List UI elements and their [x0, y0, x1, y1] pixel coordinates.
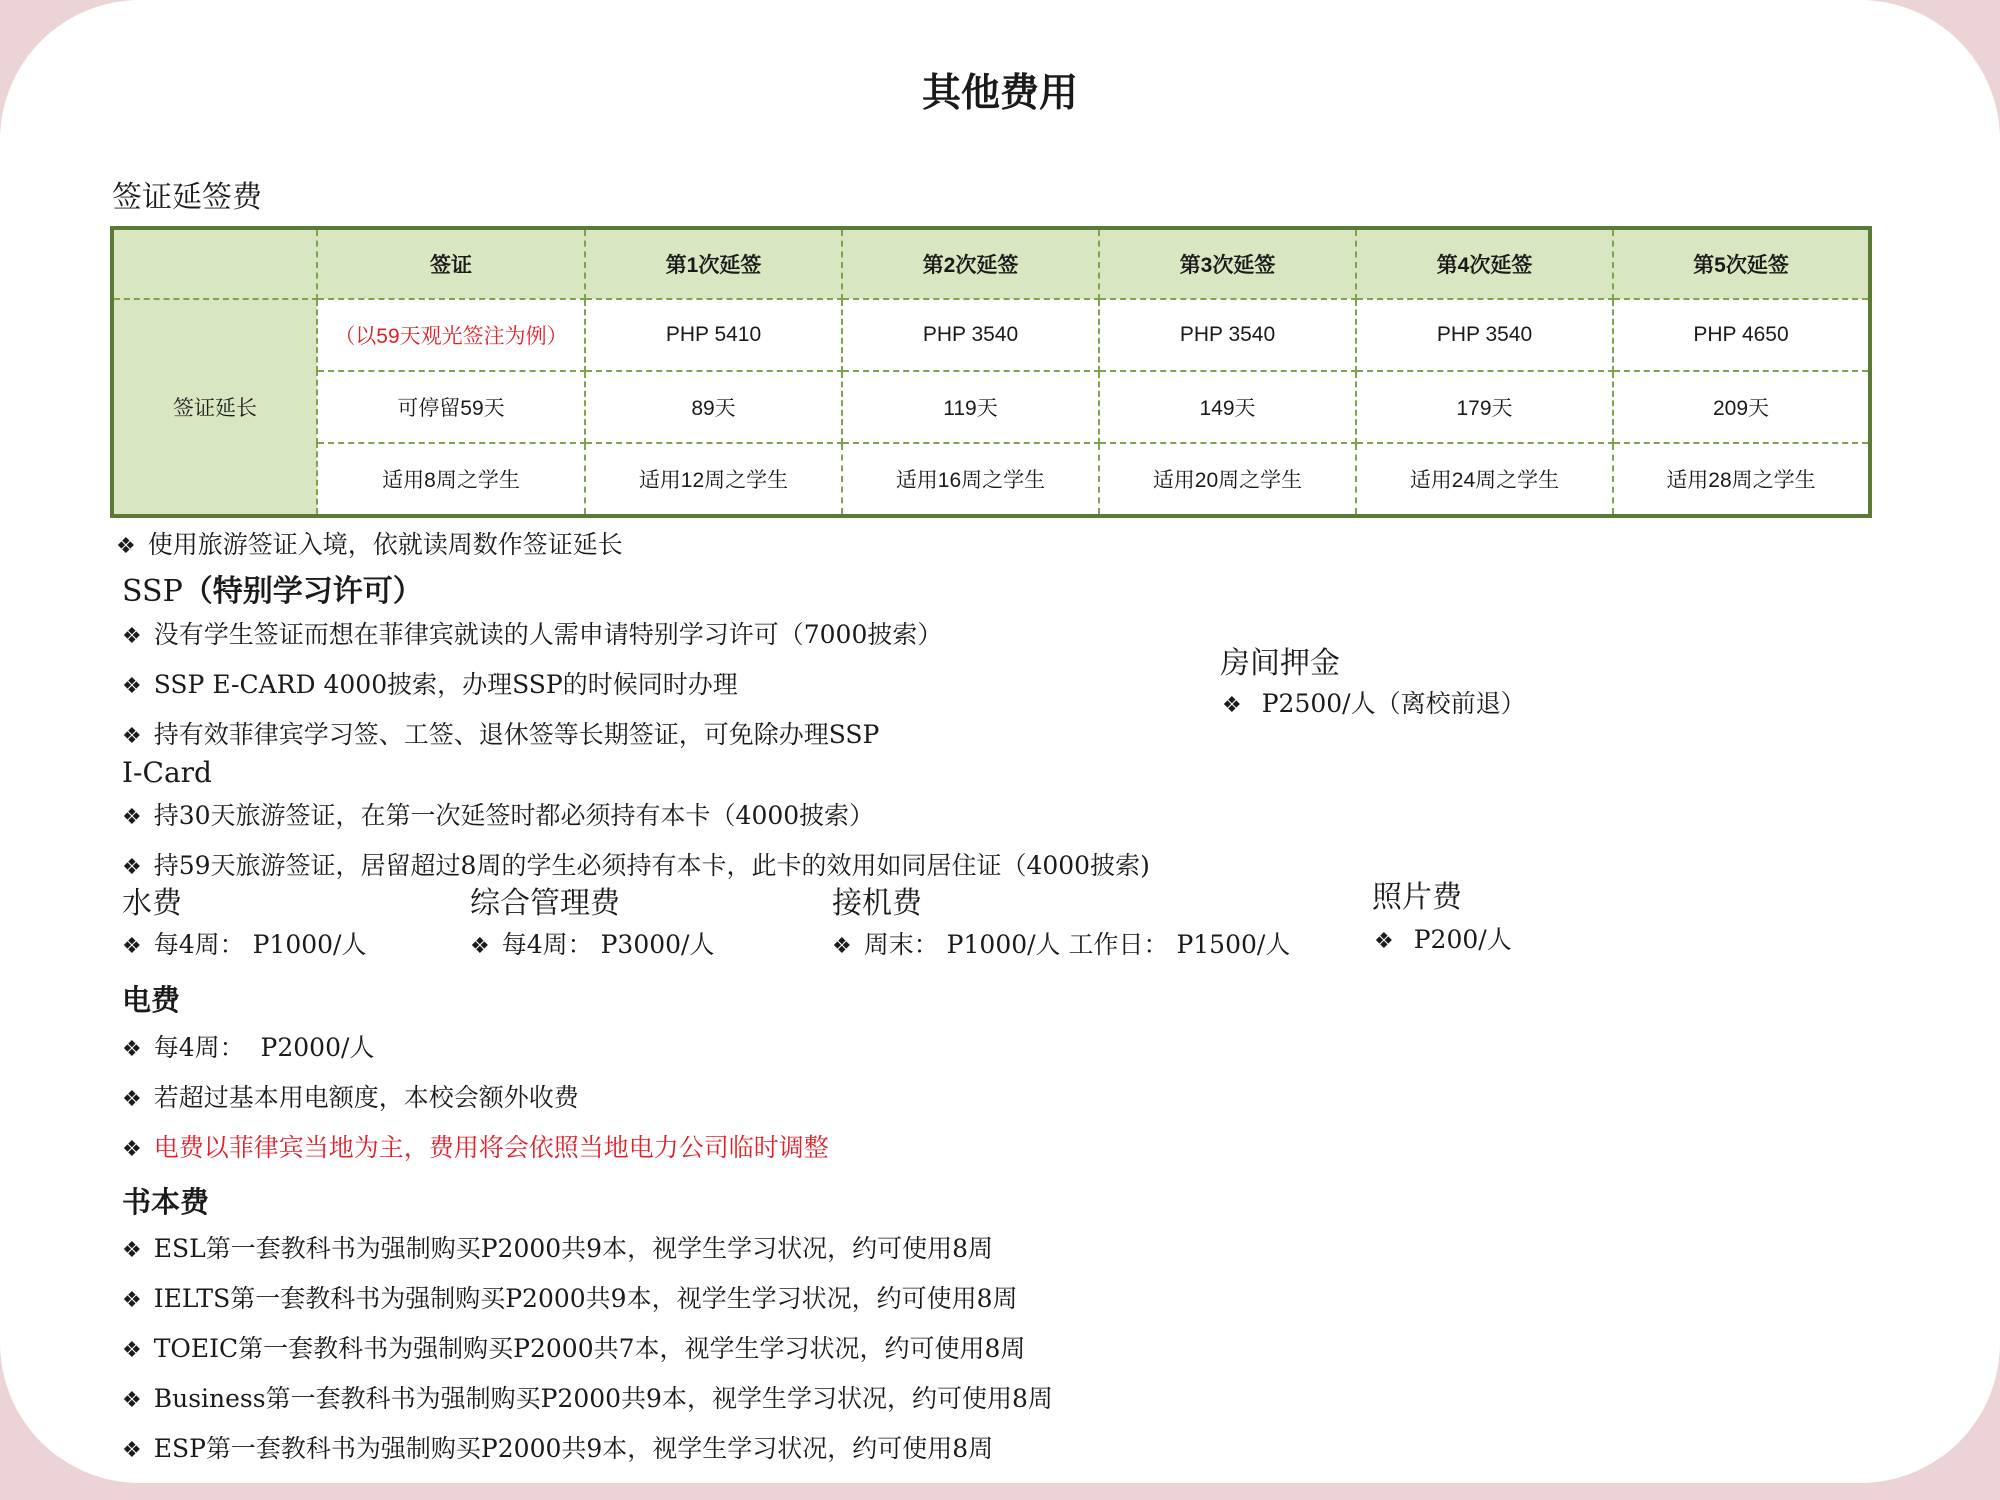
deposit-heading: 房间押金: [1220, 646, 1340, 681]
column-header: 签证: [317, 228, 585, 299]
bullet-icon: ❖: [122, 1438, 142, 1463]
table-cell: 209天: [1613, 371, 1870, 443]
column-header: 第3次延签: [1099, 228, 1356, 299]
list-item-text: ESP第一套教科书为强制购买P2000共9本，视学生学习状况，约可使用8周: [153, 1434, 994, 1463]
bullet-icon: ❖: [122, 674, 142, 699]
column-header: 第5次延签: [1613, 228, 1870, 299]
bullet-icon: ❖: [122, 1087, 142, 1112]
books-heading: 书本费: [122, 1185, 210, 1219]
list-item-text: TOEIC第一套教科书为强制购买P2000共7本，视学生学习状况，约可使用8周: [153, 1334, 1026, 1363]
list-item-text: 若超过基本用电额度，本校会额外收费: [153, 1083, 579, 1112]
list-item: [122, 715, 879, 751]
visa-note: [116, 525, 623, 561]
list-item-text: 每4周： P2000/人: [153, 1033, 375, 1062]
list-item: [122, 1379, 1053, 1415]
column-header: 第1次延签: [585, 228, 842, 299]
table-corner: [112, 228, 317, 299]
list-item-text: 持30天旅游签证，在第一次延签时都必须持有本卡（4000披索）: [153, 801, 875, 830]
icard-heading: I-Card: [122, 756, 212, 789]
bullet-icon: ❖: [116, 534, 136, 559]
bullet-icon: ❖: [122, 1288, 142, 1313]
list-item: [122, 1078, 579, 1114]
list-item-text: 持59天旅游签证，居留超过8周的学生必须持有本卡，此卡的效用如同居住证（4000披索): [153, 851, 1150, 880]
table-cell: PHP 5410: [585, 299, 842, 371]
bullet-icon: ❖: [1222, 693, 1242, 718]
bullet-icon: ❖: [122, 1338, 142, 1363]
bullet-icon: ❖: [122, 934, 142, 959]
column-header: 第4次延签: [1356, 228, 1613, 299]
bullet-icon: ❖: [122, 624, 142, 649]
bullet-icon: ❖: [122, 1137, 142, 1162]
table-cell: （以59天观光签注为例）: [317, 299, 585, 371]
table-cell: 可停留59天: [317, 371, 585, 443]
visa-note-text: 使用旅游签证入境，依就读周数作签证延长: [147, 530, 623, 559]
row-label: 签证延长: [112, 299, 317, 516]
ssp-heading-cn: （特别学习许可）: [182, 574, 423, 609]
pickup-heading: 接机费: [832, 886, 922, 921]
table-cell: 适用16周之学生: [842, 443, 1099, 516]
pickup-item: [832, 925, 1290, 961]
list-item-text: 周末： P1000/人 工作日： P1500/人: [863, 930, 1291, 959]
table-cell: PHP 3540: [842, 299, 1099, 371]
visa-heading: 签证延签费: [112, 180, 262, 215]
table-cell: PHP 4650: [1613, 299, 1870, 371]
electricity-warning: [122, 1128, 829, 1164]
electricity-heading: 电费: [122, 983, 181, 1017]
table-header-row: [112, 228, 1870, 299]
list-item: [122, 796, 874, 832]
table-cell: PHP 3540: [1356, 299, 1613, 371]
list-item-text: IELTS第一套教科书为强制购买P2000共9本，视学生学习状况，约可使用8周: [153, 1284, 1018, 1313]
table-cell: 适用8周之学生: [317, 443, 585, 516]
list-item-text: 每4周： P3000/人: [501, 930, 715, 959]
list-item: [122, 1329, 1025, 1365]
bullet-icon: ❖: [122, 1238, 142, 1263]
list-item-text: Business第一套教科书为强制购买P2000共9本，视学生学习状况，约可使用8周: [153, 1384, 1053, 1413]
deposit-item: [1222, 684, 1526, 720]
list-item-text: P2500/人（离校前退）: [1261, 689, 1526, 718]
table-row: [112, 371, 1870, 443]
list-item: [122, 665, 738, 701]
table-cell: 适用20周之学生: [1099, 443, 1356, 516]
bullet-icon: ❖: [122, 724, 142, 749]
table-cell: 适用12周之学生: [585, 443, 842, 516]
list-item: [122, 1229, 993, 1265]
list-item-text: 每4周： P1000/人: [153, 930, 367, 959]
bullet-icon: ❖: [122, 1388, 142, 1413]
warning-text: 电费以菲律宾当地为主，费用将会依照当地电力公司临时调整: [153, 1133, 829, 1162]
visa-fee-table: [110, 226, 1872, 518]
ssp-heading: [122, 566, 423, 610]
photo-item: [1374, 920, 1512, 956]
bullet-icon: ❖: [122, 805, 142, 830]
page-title: 其他费用: [921, 71, 1078, 116]
list-item-text: SSP E-CARD 4000披索，办理SSP的时候同时办理: [153, 670, 738, 699]
table-cell: 149天: [1099, 371, 1356, 443]
management-heading: 综合管理费: [470, 886, 620, 921]
list-item: [122, 615, 942, 651]
water-item: [122, 925, 366, 961]
management-item: [470, 925, 714, 961]
list-item-text: 持有效菲律宾学习签、工签、退休签等长期签证，可免除办理SSP: [153, 720, 880, 749]
table-row: [112, 443, 1870, 516]
list-item: [122, 1429, 993, 1465]
bullet-icon: ❖: [1374, 929, 1394, 954]
photo-heading: 照片费: [1372, 880, 1462, 915]
water-heading: 水费: [122, 886, 182, 921]
table-cell: 适用28周之学生: [1613, 443, 1870, 516]
bullet-icon: ❖: [122, 1037, 142, 1062]
ssp-heading-latin: SSP: [122, 574, 183, 609]
list-item: [122, 846, 1150, 882]
bullet-icon: ❖: [122, 855, 142, 880]
list-item: [122, 1028, 374, 1064]
table-cell: PHP 3540: [1099, 299, 1356, 371]
list-item-text: ESL第一套教科书为强制购买P2000共9本，视学生学习状况，约可使用8周: [153, 1234, 993, 1263]
table-cell: 179天: [1356, 371, 1613, 443]
table-cell: 适用24周之学生: [1356, 443, 1613, 516]
bullet-icon: ❖: [470, 934, 490, 959]
table-cell: 119天: [842, 371, 1099, 443]
bullet-icon: ❖: [832, 934, 852, 959]
table-cell: 89天: [585, 371, 842, 443]
list-item: [122, 1279, 1017, 1315]
list-item-text: P200/人: [1413, 925, 1512, 954]
table-row: [112, 299, 1870, 371]
list-item-text: 没有学生签证而想在菲律宾就读的人需申请特别学习许可（7000披索）: [153, 620, 943, 649]
column-header: 第2次延签: [842, 228, 1099, 299]
